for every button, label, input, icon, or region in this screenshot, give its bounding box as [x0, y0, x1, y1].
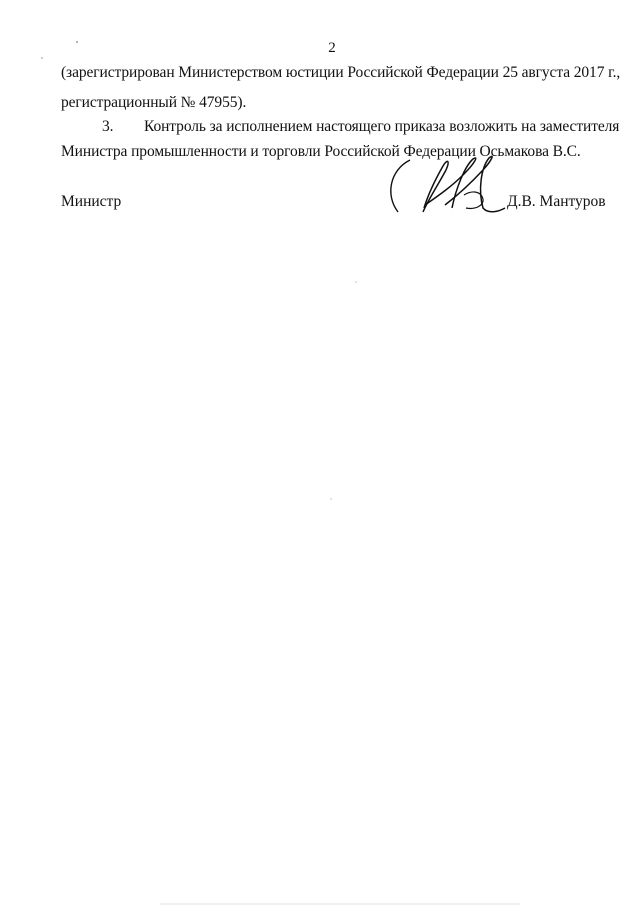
signatory-name: Д.В. Мантуров	[507, 193, 606, 210]
item-number: 3.	[102, 118, 114, 135]
registration-line-1: (зарегистрирован Министерством юстиции Российской Федерации 25 августа 2017 г.,	[61, 64, 621, 81]
item-three	[102, 118, 620, 136]
handwritten-signature	[380, 150, 520, 225]
item-text-line-1: Контроль за исполнением настоящего приказа возложить на заместителя	[144, 118, 620, 135]
item-text-line-2: Министра промышленности и торговли Российской Федерации Осьмакова В.С.	[61, 143, 581, 160]
page-number: 2	[328, 40, 336, 56]
registration-line-2: регистрационный № 47955).	[61, 94, 247, 111]
signatory-role: Министр	[61, 193, 122, 210]
